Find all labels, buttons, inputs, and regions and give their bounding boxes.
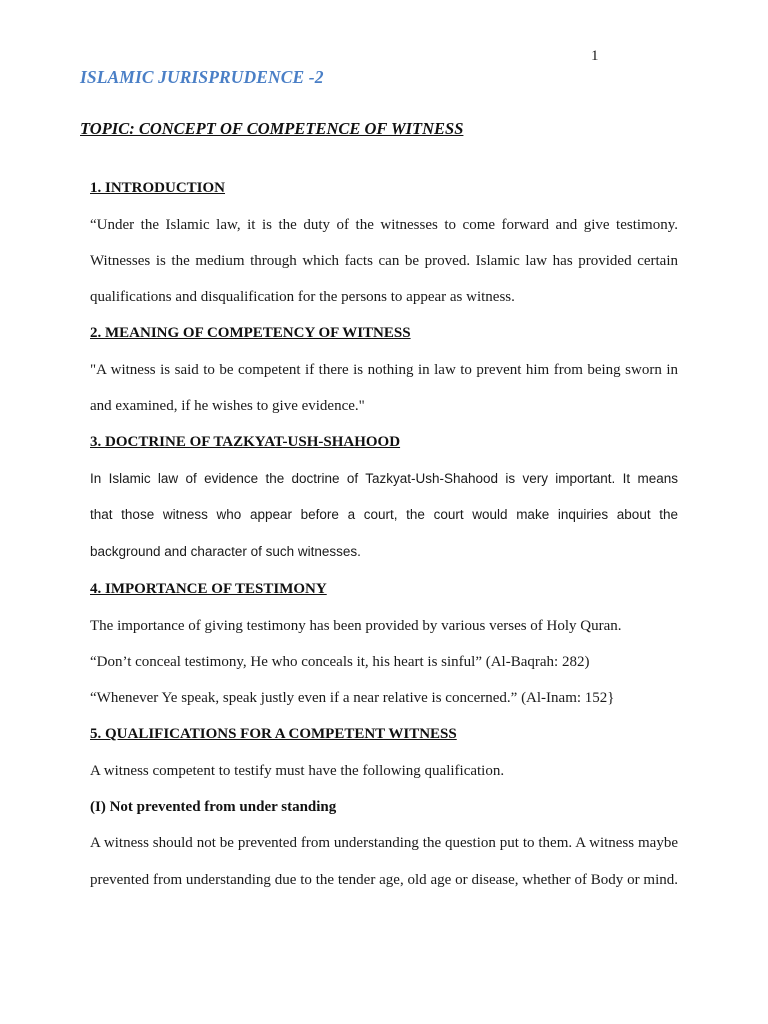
doctrine-line: background and character of such witnesses. <box>90 544 361 559</box>
document-title: ISLAMIC JURISPRUDENCE -2 <box>80 67 324 87</box>
section-heading-qualifications: 5. QUALIFICATIONS FOR A COMPETENT WITNESS <box>90 726 457 742</box>
introduction-line: “Under the Islamic law, it is the duty of the witnesses to come forward and give testimony. <box>90 217 678 233</box>
section-heading-meaning: 2. MEANING OF COMPETENCY OF WITNESS <box>90 325 411 341</box>
introduction-line: qualifications and disqualification for the persons to appear as witness. <box>90 289 515 305</box>
meaning-line: "A witness is said to be competent if there is nothing in law to prevent him from being sworn in <box>90 362 678 378</box>
subheading-not-prevented: (I) Not prevented from under standing <box>90 799 337 815</box>
doctrine-line: In Islamic law of evidence the doctrine of Tazkyat-Ush-Shahood is very important. It means <box>90 471 678 486</box>
page-number: 1 <box>591 48 599 64</box>
topic-title: TOPIC: CONCEPT OF COMPETENCE OF WITNESS <box>80 119 464 138</box>
section-heading-doctrine: 3. DOCTRINE OF TAZKYAT-USH-SHAHOOD <box>90 434 401 450</box>
section-heading-importance: 4. IMPORTANCE OF TESTIMONY <box>90 581 327 597</box>
quran-quote: “Don’t conceal testimony, He who conceals it, his heart is sinful” (Al-Baqrah: 282) <box>90 654 590 670</box>
meaning-line: and examined, if he wishes to give evidence." <box>90 398 365 414</box>
quran-quote: “Whenever Ye speak, speak justly even if a near relative is concerned.” (Al-Inam: 152} <box>90 690 615 706</box>
doctrine-line: that those witness who appear before a court, the court would make inquiries about the <box>90 507 678 522</box>
qualifications-line: A witness competent to testify must have the following qualification. <box>90 763 505 779</box>
introduction-line: Witnesses is the medium through which facts can be proved. Islamic law has provided certain <box>90 253 678 269</box>
section-heading-introduction: 1. INTRODUCTION <box>90 180 226 196</box>
importance-line: The importance of giving testimony has been provided by various verses of Holy Quran. <box>90 618 622 634</box>
qualifications-line: A witness should not be prevented from understanding the question put to them. A witness maybe <box>90 835 678 851</box>
qualifications-line: prevented from understanding due to the tender age, old age or disease, whether of Body or mind. <box>90 872 678 888</box>
